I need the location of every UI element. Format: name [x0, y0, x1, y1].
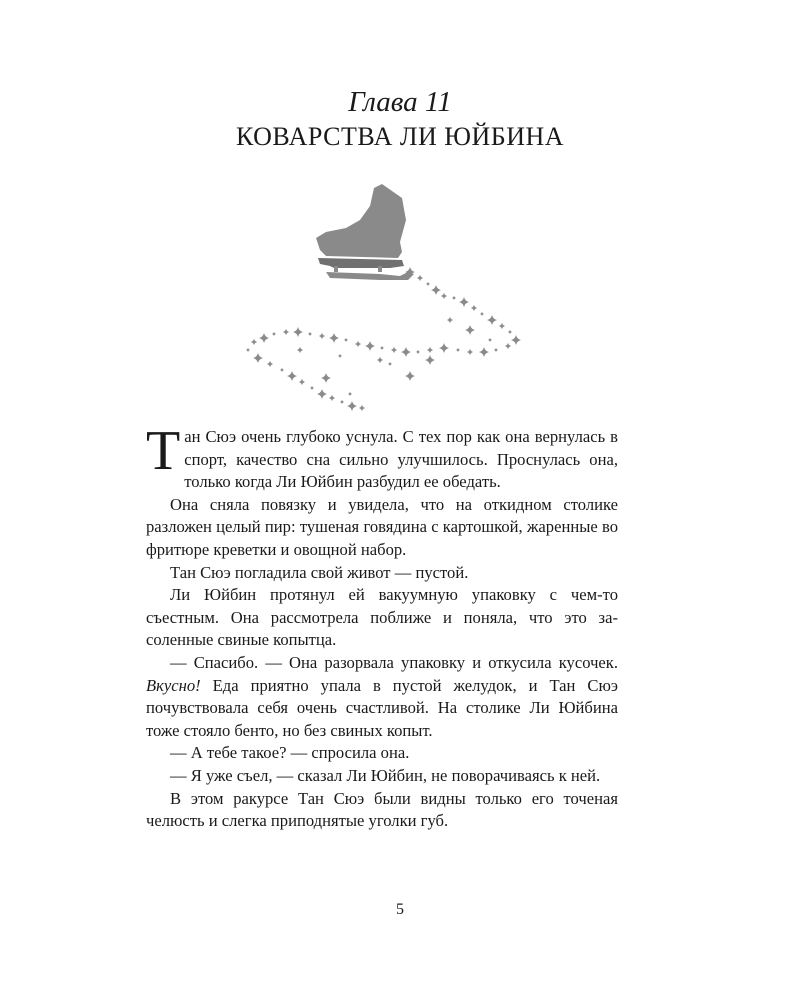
sparkle-icon	[388, 362, 392, 366]
sparkle-icon	[380, 346, 384, 350]
paragraph	[146, 652, 618, 742]
sparkle-icon	[505, 343, 511, 349]
paragraph: В этом ракурсе Тан Сюэ были видны только его точеная челюсть и слегка приподнятые уголки губ.	[146, 788, 618, 831]
paragraph-text: — Спасибо. — Она разорвала упаковку и откусила кусочек.	[170, 652, 618, 672]
paragraph	[146, 420, 618, 494]
sparkle-icon	[465, 325, 475, 335]
sparkle-icon	[272, 332, 276, 336]
sparkle-icon	[487, 315, 497, 325]
sparkle-icon	[253, 353, 263, 363]
sparkle-icon	[401, 347, 411, 357]
sparkle-icon	[494, 348, 498, 352]
sparkle-icon	[488, 338, 492, 342]
paragraph: Тан Сюэ погладила свой живот — пустой.	[170, 562, 469, 582]
sparkle-icon	[355, 341, 361, 347]
page-number: 5	[396, 901, 404, 918]
sparkle-icon	[280, 368, 284, 372]
sparkle-icon	[508, 330, 512, 334]
chapter-title: КОВАРСТВА ЛИ ЮЙБИНА	[235, 122, 565, 151]
sparkle-icon	[425, 355, 435, 365]
sparkle-icon	[283, 329, 289, 335]
sparkle-icon	[441, 293, 447, 299]
sparkle-icon	[439, 343, 449, 353]
paragraph-text: Еда приятно упала в пустой желудок, и Тан Сюэ почувствовала себя очень счастливой. На столике Ли Юйбина тоже стояло бенто, но без свиных копыт.	[146, 675, 618, 740]
sparkle-icon	[338, 354, 342, 358]
sparkle-icon	[499, 323, 505, 329]
sparkle-icon	[426, 282, 430, 286]
sparkle-icon	[452, 296, 456, 300]
paragraph: Она сняла повязку и увидела, что на откидном столике разложен целый пир: тушеная говядина с картошкой, жаренные во фритюре креветки и овощной набор.	[146, 494, 618, 559]
sparkle-icon	[405, 371, 415, 381]
paragraph: Ли Юйбин протянул ей вакуумную упаковку с чем-то съестным. Она рассмотрела поближе и поняла, что это засоленные свиные копытца.	[146, 585, 618, 650]
sparkle-icon	[251, 339, 257, 345]
sparkle-icon	[467, 349, 473, 355]
paragraph: — А тебе такое? — спросила она.	[170, 743, 410, 763]
paragraph: — Я уже съел, — сказал Ли Юйбин, не поворачиваясь к ней.	[170, 765, 601, 785]
sparkle-icon	[377, 357, 383, 363]
sparkle-icon	[471, 305, 477, 311]
italic-text: Вкусно!	[146, 675, 201, 695]
sparkle-icon	[447, 317, 453, 323]
drop-cap: Т	[146, 420, 181, 482]
sparkle-icon	[359, 405, 365, 411]
ice-skate-icon	[316, 184, 414, 280]
sparkle-icon	[299, 379, 305, 385]
sparkle-icon	[344, 338, 348, 342]
sparkle-icon	[365, 341, 375, 351]
body-text	[146, 420, 618, 833]
sparkle-icon	[329, 333, 339, 343]
sparkle-icon	[480, 312, 484, 316]
paragraph-text: ан Сюэ очень глубоко уснула. С тех пор как она вернулась в спорт, качество сна сильно улучшилось. Проснулась она, только когда Ли Юйбин разбудил ее обедать.	[184, 427, 618, 492]
sparkle-icon	[431, 285, 441, 295]
sparkle-icon	[511, 335, 521, 345]
sparkle-icon	[329, 395, 335, 401]
sparkle-icon	[246, 348, 250, 352]
sparkle-icon	[347, 401, 357, 411]
ice-skate-ornament	[230, 180, 570, 420]
sparkle-icon	[416, 350, 420, 354]
sparkle-icon	[293, 327, 303, 337]
sparkle-icon	[479, 347, 489, 357]
sparkle-icon	[459, 297, 469, 307]
sparkle-icon	[417, 275, 423, 281]
chapter-label: Глава 11	[348, 86, 452, 118]
sparkle-icon	[259, 333, 269, 343]
sparkle-icon	[321, 373, 331, 383]
sparkle-icon	[456, 348, 460, 352]
sparkle-icon	[308, 332, 312, 336]
sparkle-icon	[287, 371, 297, 381]
sparkle-icon	[319, 333, 325, 339]
sparkle-icon	[348, 392, 352, 396]
sparkle-trail	[246, 267, 521, 411]
sparkle-icon	[267, 361, 273, 367]
sparkle-icon	[310, 386, 314, 390]
sparkle-icon	[317, 389, 327, 399]
sparkle-icon	[427, 347, 433, 353]
sparkle-icon	[391, 347, 397, 353]
sparkle-icon	[297, 347, 303, 353]
sparkle-icon	[340, 400, 344, 404]
